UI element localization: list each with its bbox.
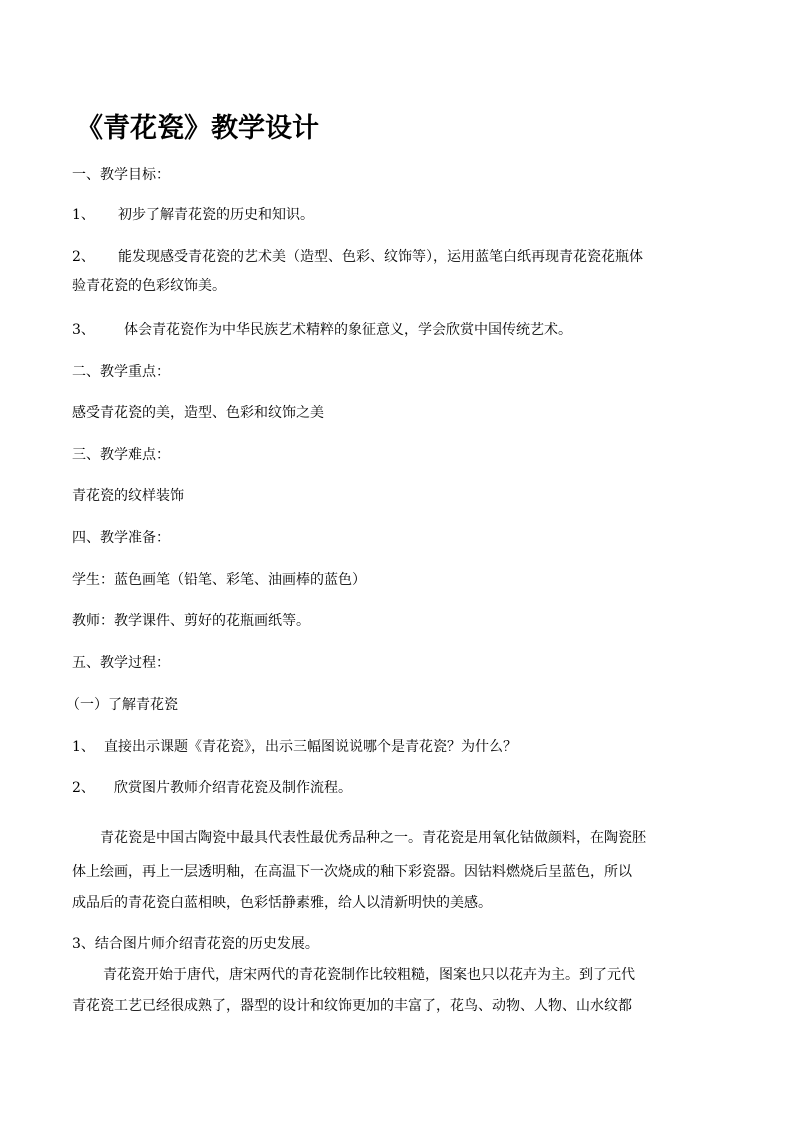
goal-number: 2、 (72, 249, 95, 265)
step-item-2 (72, 778, 352, 798)
goal-number: 3、 (72, 322, 95, 338)
preparation-student: 学生：蓝色画笔（铅笔、彩笔、油画棒的蓝色） (72, 572, 366, 588)
goal-text: 初步了解青花瓷的历史和知识。 (118, 207, 314, 223)
preparation-teacher: 教师：教学课件、剪好的花瓶画纸等。 (72, 613, 310, 629)
goal-item-3 (72, 320, 572, 340)
goal-text: 能发现感受青花瓷的艺术美（造型、色彩、纹饰等），运用蓝笔白纸再现青花瓷花瓶体 (118, 249, 643, 265)
difficulties-text: 青花瓷的纹样装饰 (72, 488, 184, 504)
step-number: 2、 (72, 780, 95, 796)
paragraph-line: 青花瓷开始于唐代，唐宋两代的青花瓷制作比较粗糙，图案也只以花卉为主。到了元代 (103, 967, 635, 983)
document-title: 《青花瓷》教学设计 (76, 113, 319, 144)
paragraph-line: 成品后的青花瓷白蓝相映，色彩恬静素雅，给人以清新明快的美感。 (72, 895, 492, 911)
step-text: 欣赏图片教师介绍青花瓷及制作流程。 (114, 780, 352, 796)
goal-item-2 (72, 247, 643, 267)
section-heading-process: 五、教学过程： (72, 655, 170, 671)
section-heading-preparation: 四、教学准备： (72, 530, 170, 546)
section-heading-key-points: 二、教学重点： (72, 364, 170, 380)
section-heading-goals: 一、教学目标： (72, 167, 170, 183)
paragraph-line: 青花瓷是中国古陶瓷中最具代表性最优秀品种之一。青花瓷是用氧化钴做颜料，在陶瓷胚 (100, 830, 646, 846)
paragraph-line: 体上绘画，再上一层透明釉，在高温下一次烧成的釉下彩瓷器。因钴料燃烧后呈蓝色，所以 (72, 864, 632, 880)
goal-number: 1、 (72, 207, 95, 223)
section-heading-difficulties: 三、教学难点： (72, 447, 170, 463)
step-item-3: 3、结合图片师介绍青花瓷的历史发展。 (72, 936, 319, 952)
goal-text: 体会青花瓷作为中华民族艺术精粹的象征意义，学会欣赏中国传统艺术。 (124, 322, 572, 338)
paragraph-line: 青花瓷工艺已经很成熟了，器型的设计和纹饰更加的丰富了，花鸟、动物、人物、山水纹都 (72, 998, 632, 1014)
subsection-heading: （一）了解青花瓷 (66, 697, 178, 713)
goal-item-1 (72, 205, 314, 225)
goal-item-2-continued: 验青花瓷的色彩纹饰美。 (72, 278, 226, 294)
step-number: 1、 (72, 739, 95, 755)
step-item-1 (72, 737, 517, 757)
step-text: 直接出示课题《青花瓷》，出示三幅图说说哪个是青花瓷？为什么？ (104, 739, 517, 755)
key-points-text: 感受青花瓷的美，造型、色彩和纹饰之美 (72, 405, 324, 421)
